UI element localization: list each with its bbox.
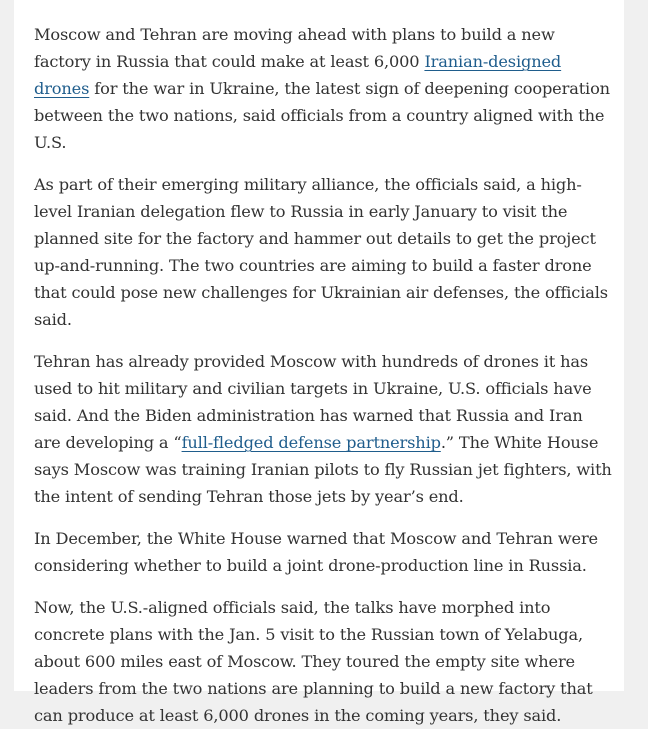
- paragraph-text: for the war in Ukraine, the latest sign of deepening cooperation between the two nations, said officials from a country aligned with the U.S.: [34, 79, 610, 152]
- article-paragraph: [34, 348, 614, 510]
- article-paragraph: Now, the U.S.-aligned officials said, the talks have morphed into concrete plans with the Jan. 5 visit to the Russian town of Yelabuga, about 600 miles east of Moscow. They toured the empty site where leaders from the two nations are planning to build a new factory that can produce at least 6,000 drones in the coming years, they said.: [34, 598, 593, 725]
- article-paragraph: In December, the White House warned that Moscow and Tehran were considering whether to build a joint drone-production line in Russia.: [34, 529, 598, 575]
- article-paragraph: As part of their emerging military alliance, the officials said, a high-level Iranian delegation flew to Russia in early January to visit the planned site for the factory and hammer out details to get the project up-and-running. The two countries are aiming to build a faster drone that could pose new challenges for Ukrainian air defenses, the officials said.: [34, 175, 608, 329]
- iranian-designed-drones-link[interactable]: Iranian-designed drones: [34, 52, 562, 98]
- article-paragraph: [34, 21, 614, 156]
- defense-partnership-link[interactable]: full-fledged defense partnership: [181, 433, 441, 452]
- paragraph-text: .” The White House says Moscow was training Iranian pilots to fly Russian jet fighters, with the intent of sending Tehran those jets by year’s end.: [34, 433, 612, 506]
- paragraph-text: Moscow and Tehran are moving ahead with plans to build a new factory in Russia that could make at least 6,000: [34, 25, 555, 71]
- article-body: [14, 0, 624, 725]
- paragraph-text: Tehran has already provided Moscow with hundreds of drones it has used to hit military and civilian targets in Ukraine, U.S. officials have said. And the Biden administration has warned that Russia and Iran are developing a “: [34, 352, 592, 452]
